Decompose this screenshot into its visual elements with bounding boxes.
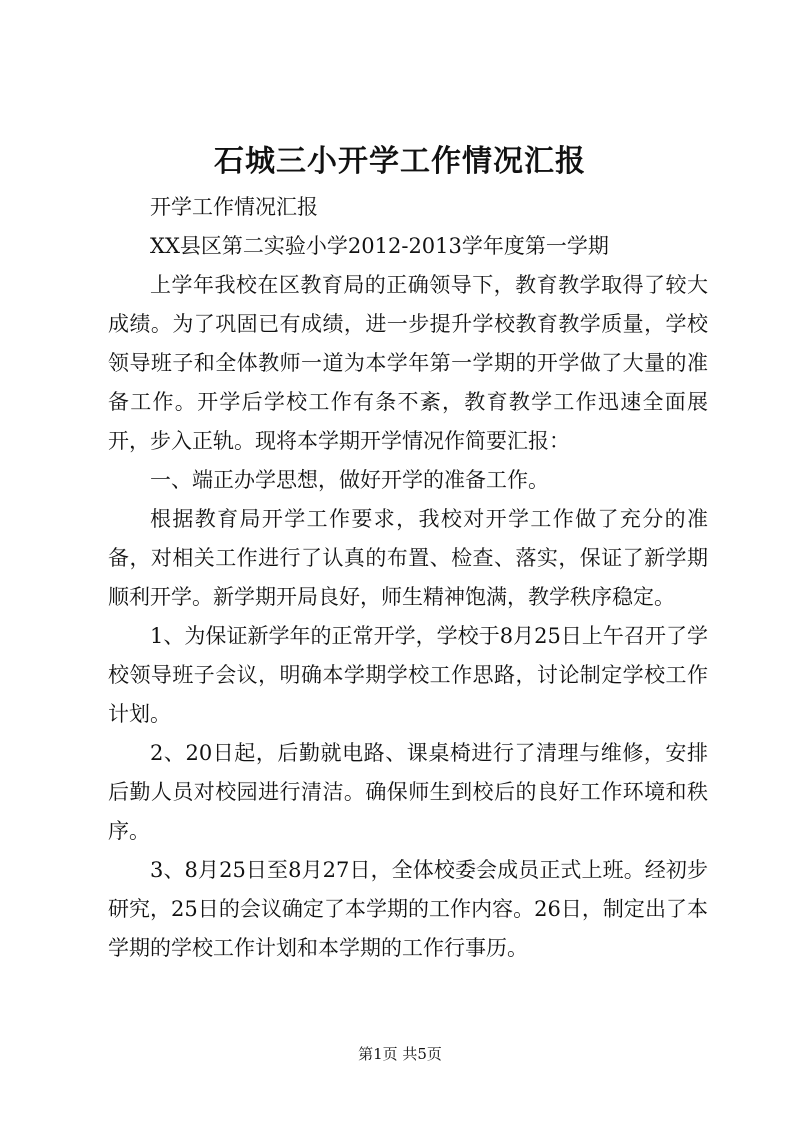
- item-paragraph-2: 2、20日起，后勤就电路、课桌椅进行了清理与维修，安排后勤人员对校园进行清洁。确保师生到校后的良好工作环境和秩序。: [108, 741, 708, 843]
- item-paragraph-1: 1、为保证新学年的正常开学，学校于8月25日上午召开了学校领导班子会议，明确本学期学校工作思路，讨论制定学校工作计划。: [108, 624, 708, 726]
- item-paragraph-3: 3、8月25日至8月27日，全体校委会成员正式上班。经初步研究，25日的会议确定了本学期的工作内容。26日，制定出了本学期的学校工作计划和本学期的工作行事历。: [108, 858, 708, 960]
- school-term-paragraph: XX县区第二实验小学2012-2013学年度第一学期: [150, 234, 609, 258]
- document-body: [108, 188, 708, 968]
- intro-paragraph: 上学年我校在区教育局的正确领导下，教育教学取得了较大成绩。为了巩固已有成绩，进一步提升学校教育教学质量，学校领导班子和全体教师一道为本学年第一学期的开学做了大量的准备工作。开学后学校工作有条不紊，教育教学工作迅速全面展开，步入正轨。现将本学期开学情况作简要汇报：: [108, 273, 708, 453]
- section-heading-1: 一、端正办学思想，做好开学的准备工作。: [150, 468, 549, 492]
- document-title: 石城三小开学工作情况汇报: [214, 144, 586, 179]
- subtitle-paragraph: 开学工作情况汇报: [150, 195, 318, 219]
- section-paragraph: 根据教育局开学工作要求，我校对开学工作做了充分的准备，对相关工作进行了认真的布置、检查、落实，保证了新学期顺利开学。新学期开局良好，师生精神饱满，教学秩序稳定。: [108, 507, 708, 609]
- page-number-footer: 第1页 共5页: [358, 1045, 442, 1063]
